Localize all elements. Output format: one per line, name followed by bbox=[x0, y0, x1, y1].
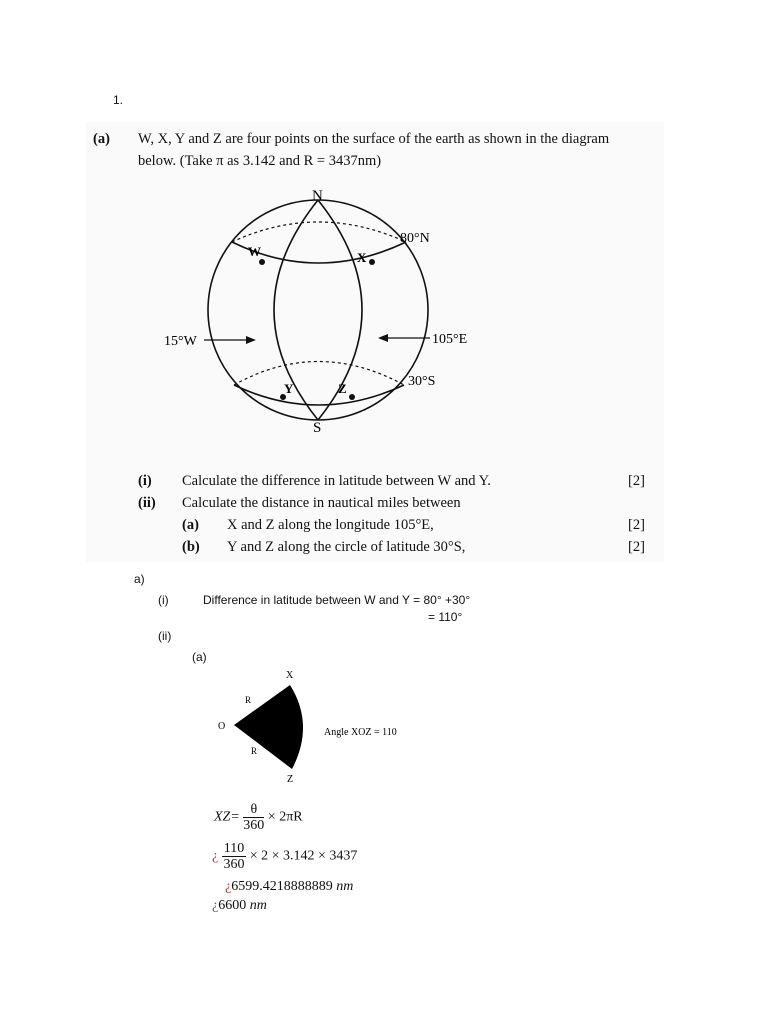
sector-radius-bottom: R bbox=[251, 746, 258, 756]
point-w-dot bbox=[259, 259, 265, 265]
arrow-105e-head bbox=[378, 334, 388, 342]
question-intro-line1: W, X, Y and Z are four points on the surface of the earth as shown in the diagram bbox=[138, 131, 610, 147]
formula-line bbox=[214, 802, 303, 833]
sector-label-x: X bbox=[286, 670, 294, 681]
sub-b-marks: [2] bbox=[628, 539, 645, 555]
step1-numerator: 110 bbox=[223, 841, 245, 856]
step1-rhs: × 2 × 3.142 × 3437 bbox=[249, 848, 358, 864]
sector-label-z: Z bbox=[287, 774, 294, 785]
globe-diagram bbox=[150, 180, 490, 440]
answer-ii-label: (ii) bbox=[158, 629, 172, 643]
formula-numerator: θ bbox=[243, 802, 264, 818]
sub-a-marks: [2] bbox=[628, 517, 645, 533]
step2-unit: nm bbox=[336, 879, 354, 894]
latitude-30s-back bbox=[234, 362, 404, 386]
sub-a-label: (a) bbox=[182, 517, 199, 533]
formula-lhs: XZ= bbox=[214, 809, 240, 825]
sub-b-text: Y and Z along the circle of latitude 30°S, bbox=[227, 539, 466, 555]
step3-marker: ¿ bbox=[212, 898, 219, 913]
answer-i-label: (i) bbox=[158, 593, 169, 607]
label-z: Z bbox=[338, 381, 347, 396]
step2-line bbox=[225, 879, 353, 895]
meridian-15w bbox=[274, 200, 318, 420]
step1-fraction bbox=[222, 841, 246, 872]
globe-outline bbox=[208, 200, 428, 420]
step1-marker: ¿ bbox=[212, 848, 219, 864]
question-number: 1. bbox=[113, 93, 124, 107]
label-15w: 15°W bbox=[164, 334, 197, 349]
question-intro-line2: below. (Take π as 3.142 and R = 3437nm) bbox=[138, 153, 382, 169]
formula-rhs: × 2πR bbox=[267, 809, 303, 825]
point-x-dot bbox=[369, 259, 375, 265]
latitude-80n-back bbox=[232, 222, 406, 242]
sub-i-label: (i) bbox=[138, 473, 152, 489]
step2-marker: ¿ bbox=[225, 879, 232, 894]
step1-line bbox=[212, 841, 357, 872]
label-south: S bbox=[313, 420, 322, 436]
answer-i-result: = 110° bbox=[428, 610, 463, 624]
step3-line bbox=[212, 898, 267, 914]
step3-value: 6600 bbox=[218, 898, 247, 913]
sub-ii-label: (ii) bbox=[138, 495, 156, 511]
sector-angle-label: Angle XOZ = 110 bbox=[324, 727, 397, 738]
sub-a-text: X and Z along the longitude 105°E, bbox=[227, 517, 434, 533]
step1-denominator: 360 bbox=[223, 857, 245, 872]
formula-fraction bbox=[243, 802, 264, 833]
sector-radius-top: R bbox=[245, 695, 252, 705]
sub-i-marks: [2] bbox=[628, 473, 645, 489]
label-y: Y bbox=[284, 381, 294, 396]
label-80n: 80°N bbox=[400, 231, 430, 246]
sector-diagram bbox=[210, 665, 410, 790]
sub-i-text: Calculate the difference in latitude between W and Y. bbox=[182, 473, 491, 489]
label-105e: 105°E bbox=[432, 332, 468, 347]
formula-denominator: 360 bbox=[243, 818, 265, 833]
point-z-dot bbox=[349, 394, 355, 400]
arrow-15w-head bbox=[246, 336, 256, 344]
sub-ii-text: Calculate the distance in nautical miles between bbox=[182, 495, 461, 511]
sector-label-o: O bbox=[218, 721, 226, 732]
answer-ii-a-label: (a) bbox=[192, 650, 207, 664]
label-north: N bbox=[312, 188, 323, 204]
answer-i-text: Difference in latitude between W and Y = 80° +30° bbox=[203, 593, 471, 607]
label-w: W bbox=[248, 244, 261, 259]
label-x: X bbox=[357, 250, 367, 265]
step3-unit: nm bbox=[249, 898, 267, 913]
sub-b-label: (b) bbox=[182, 539, 200, 555]
question-part-label: (a) bbox=[93, 131, 110, 147]
label-30s: 30°S bbox=[408, 374, 436, 389]
step2-value: 6599.4218888889 bbox=[231, 879, 333, 894]
answer-part-label: a) bbox=[134, 572, 145, 586]
